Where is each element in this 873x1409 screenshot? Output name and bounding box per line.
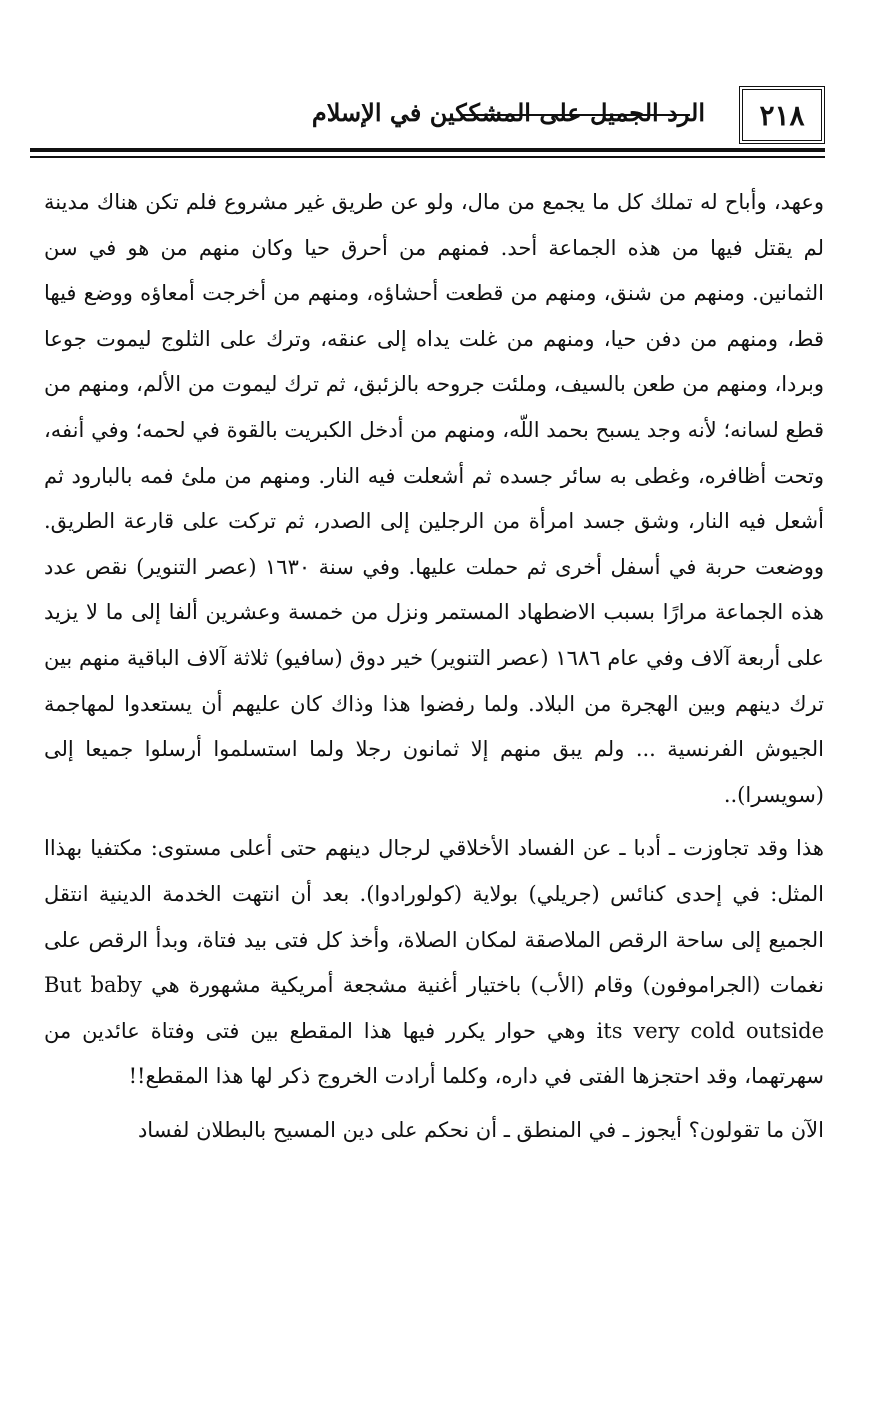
body-text <box>44 180 824 1153</box>
header-dash-rule <box>460 114 690 116</box>
header-rule-thin <box>30 156 825 158</box>
paragraph: الآن ما تقولون؟ أيجوز ـ في المنطق ـ أن نحكم على دين المسيح بالبطلان لفساد <box>137 1117 824 1142</box>
paragraph: وعهد، وأباح له تملك كل ما يجمع من مال، ولو عن طريق غير مشروع فلم تكن هناك مدينة لم يقتل فيها من هذه الجماعة أحد. فمنهم من أحرق حيا وكان منهم من هو في سن الثمانين. ومنهم من شنق، ومنهم من قطعت أحشاؤه، ومنهم من أخرجت أمعاؤه ووضع فيها قط، ومنهم من دفن حيا، ومنهم من غلت يداه إلى عنقه، وترك على الثلوج ليموت جوعا وبردا، ومنهم من طعن بالسيف، وملئت جروحه بالزئبق، ثم ترك ليموت من الألم، ومنهم من قطع لسانه؛ لأنه وجد يسبح بحمد اللّه، ومنهم من أدخل الكبريت بالقوة في لحمه؛ وفي أنفه، وتحت أظافره، وغطى به سائر جسده ثم أشعلت فيه النار. ومنهم من ملئ فمه بالبارود ثم أشعل فيه النار، وشق جسد امرأة من الرجلين إلى الصدر، ثم تركت على قارعة الطريق. ووضعت حربة في أسفل أخرى ثم حملت عليها. وفي سنة ١٦٣٠ (عصر التنوير) نقص عدد هذه الجماعة مرارًا بسبب الاضطهاد المستمر ونزل من خمسة وعشرين ألفا إلى ما لا يزيد على أربعة آلاف وفي عام ١٦٨٦ (عصر التنوير) خير دوق (سافيو) ثلاثة آلاف الباقية منهم بين ترك دينهم وبين الهجرة من البلاد. ولما رفضوا هذا وذاك كان عليهم أن يستعدوا لمهاجمة الجيوش الفرنسية ... ولم يبق منهم إلا ثمانون رجلا ولما استسلموا أرسلوا جميعا إلى (سويسرا).. <box>44 190 825 807</box>
page-number: ٢١٨ <box>739 86 825 144</box>
page-header <box>30 86 825 150</box>
paragraph: هذا وقد تجاوزت ـ أدبا ـ عن الفساد الأخلاقي لرجال دينهم حتى أعلى مستوى: مكتفيا بهذاا المثل: في إحدى كنائس (جريلي) بولاية (كولورادوا). بعد أن انتهت الخدمة الدينية انتقل الجميع إلى ساحة الرقص الملاصقة لمكان الصلاة، وأخذ كل فتى بيد فتاة، وبدأ الرقص على نغمات (الجراموفون) وقام (الأب) باختيار أغنية مشجعة أمريكية مشهورة هي But baby its very cold outside وهي حوار يكرر فيها هذا المقطع بين فتى وفتاة عائدين من سهرتهما، وقد احتجزها الفتى في داره، وكلما أرادت الخروج ذكر لها هذا المقطع!! <box>44 836 824 1089</box>
header-rule-thick <box>30 148 825 152</box>
running-title: الرد الجميل على المشككين في الإسلام <box>311 98 705 127</box>
